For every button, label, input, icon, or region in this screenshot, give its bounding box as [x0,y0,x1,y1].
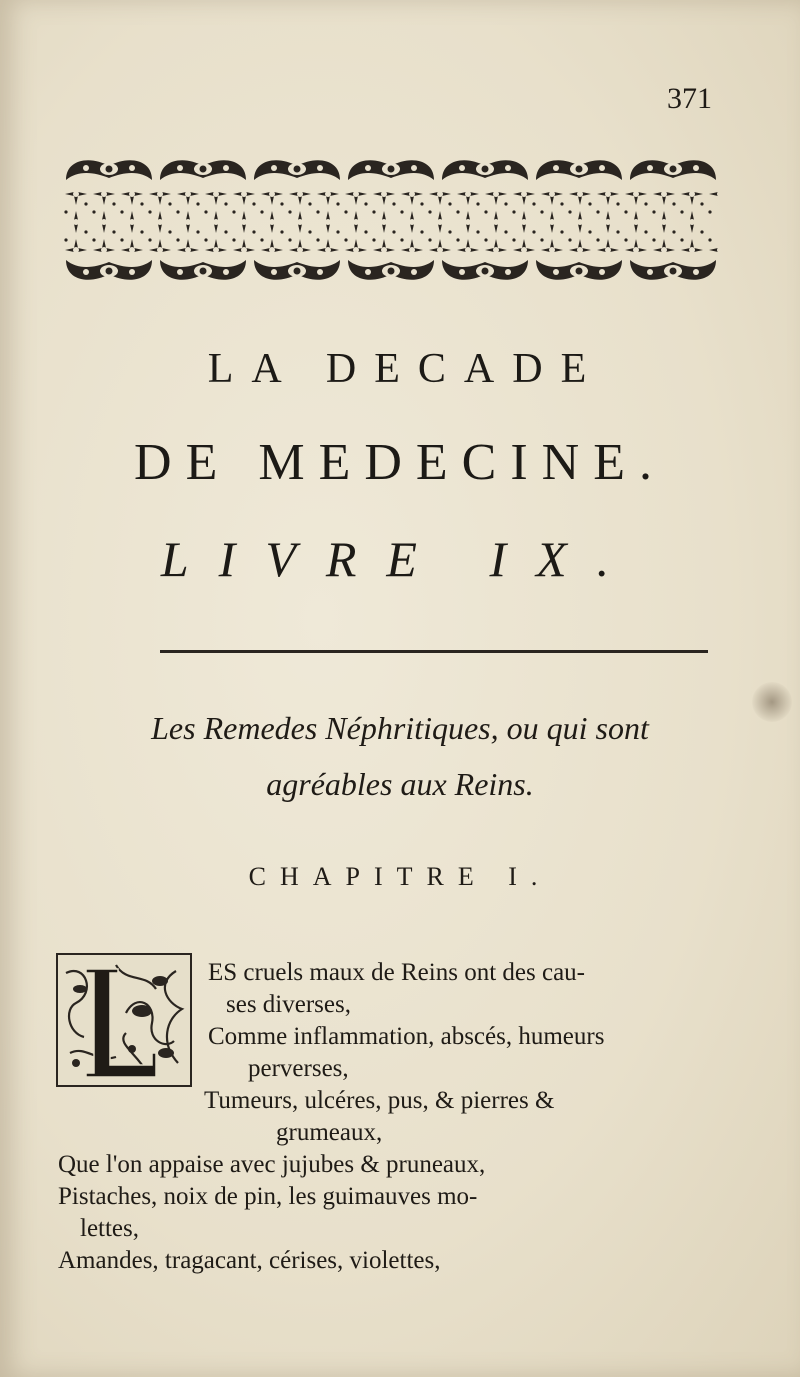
chapter-heading: CHAPITRE I. [248,862,552,891]
verse-line: Que l'on appaise avec jujubes & pruneaux, [58,1151,486,1178]
verse-line: ES cruels maux de Reins ont des cau- [208,959,585,986]
chapter-subtitle [60,700,740,812]
verse-line: perverses, [248,1055,349,1082]
decorative-headpiece [62,152,718,300]
title-line-1: LA DECADE [207,346,605,392]
verse-line: ses diverses, [226,991,351,1018]
horizontal-rule [160,650,708,653]
subtitle-line-2: agréables aux Reins. [266,766,534,802]
verse-line: lettes, [80,1215,140,1242]
subtitle-line-1: Les Remedes Néphritiques, ou qui sont [151,710,649,746]
title-line-2: DE MEDECINE. [134,434,666,491]
title-line-3: LIVRE IX. [160,531,640,587]
drop-cap-initial [56,953,192,1087]
verse-line: Pistaches, noix de pin, les guimauves mo- [58,1183,478,1210]
page-number: 371 [667,82,712,115]
paper-stain [752,682,792,722]
verse-line: Comme inflammation, abscés, humeurs [208,1023,605,1050]
verse-line: grumeaux, [276,1119,383,1146]
verse-line: Amandes, tragacant, cérises, violettes, [58,1247,441,1274]
verse-line: Tumeurs, ulcéres, pus, & pierres & [204,1087,555,1114]
